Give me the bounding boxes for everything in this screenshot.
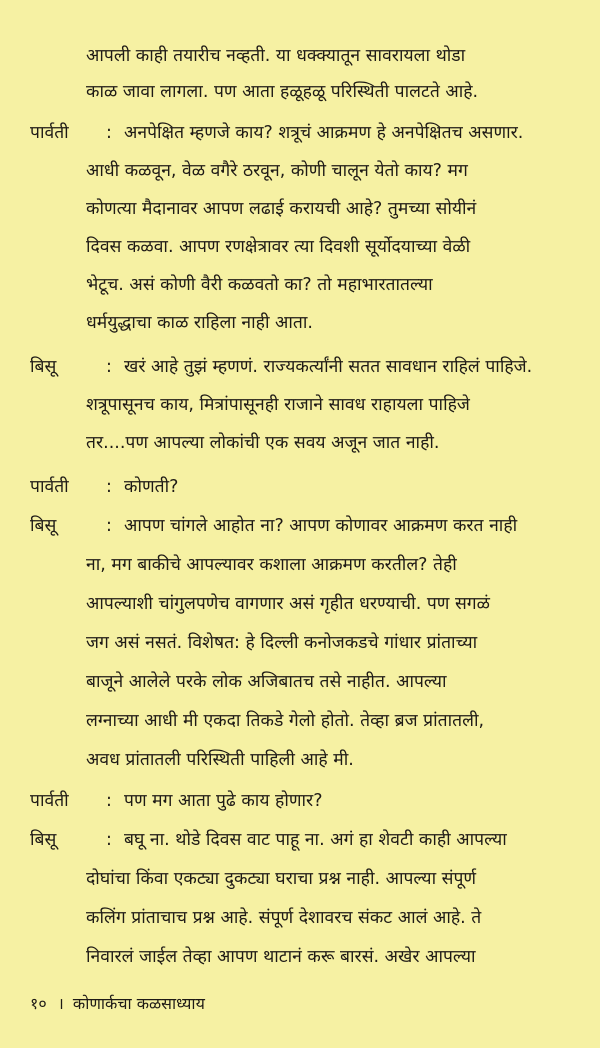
speaker-name: पार्वती bbox=[30, 791, 69, 811]
dialogue-line: निवारलं जाईल तेव्हा आपण थाटानं करू बारसं. अखेर आपल्या bbox=[86, 947, 476, 967]
speaker-name: बिसू bbox=[30, 830, 57, 850]
dialogue-line: अवध प्रांतातली परिस्थिती पाहिली आहे मी. bbox=[86, 750, 354, 770]
speaker-name: पार्वती bbox=[30, 477, 69, 497]
intro-line: काळ जावा लागला. पण आता हळूहळू परिस्थिती पालटते आहे. bbox=[86, 82, 479, 102]
speaker-colon: : bbox=[106, 516, 112, 536]
dialogue-line: अनपेक्षित म्हणजे काय? शत्रूचं आक्रमण हे अनपेक्षितच असणार. bbox=[124, 123, 524, 143]
speaker-colon: : bbox=[106, 477, 112, 497]
dialogue-line: लग्नाच्या आधी मी एकदा तिकडे गेलो होतो. तेव्हा ब्रज प्रांतातली, bbox=[86, 711, 485, 731]
dialogue-line: ना, मग बाकीचे आपल्यावर कशाला आक्रमण करतील? तेही bbox=[86, 555, 457, 575]
dialogue-line: आपण चांगले आहोत ना? आपण कोणावर आक्रमण करत नाही bbox=[124, 516, 518, 536]
dialogue-line: कलिंग प्रांताचाच प्रश्न आहे. संपूर्ण देशावरच संकट आलं आहे. ते bbox=[86, 908, 482, 928]
dialogue-line: शत्रूपासूनच काय, मित्रांपासूनही राजाने सावध राहायला पाहिजे bbox=[86, 395, 470, 415]
dialogue-line: आधी कळवून, वेळ वगैरे ठरवून, कोणी चालून येतो काय? मग bbox=[86, 161, 468, 181]
dialogue-line: बाजूने आलेले परके लोक अजिबातच तसे नाहीत. आपल्या bbox=[86, 672, 447, 692]
dialogue-line: खरं आहे तुझं म्हणणं. राज्यकर्त्यांनी सतत सावधान राहिलं पाहिजे. bbox=[124, 357, 533, 377]
dialogue-line: धर्मयुद्धाचा काळ राहिला नाही आता. bbox=[86, 313, 313, 333]
dialogue-line: दोघांचा किंवा एकट्या दुकट्या घराचा प्रश्न नाही. आपल्या संपूर्ण bbox=[86, 869, 477, 889]
footer-separator: । bbox=[57, 994, 64, 1013]
dialogue-line: दिवस कळवा. आपण रणक्षेत्रावर त्या दिवशी सूर्योदयाच्या वेळी bbox=[86, 237, 471, 257]
speaker-name: बिसू bbox=[30, 357, 57, 377]
intro-line: आपली काही तयारीच नव्हती. या धक्क्यातून सावरायला थोडा bbox=[86, 46, 466, 66]
dialogue-line: कोणत्या मैदानावर आपण लढाई करायची आहे? तुमच्या सोयीनं bbox=[86, 199, 477, 219]
speaker-colon: : bbox=[106, 791, 112, 811]
page-footer bbox=[30, 993, 205, 1015]
dialogue-line: भेटूच. असं कोणी वैरी कळवतो का? तो महाभारतातल्या bbox=[86, 275, 433, 295]
page-number: १० bbox=[30, 994, 47, 1013]
dialogue-line: आपल्याशी चांगुलपणेच वागणार असं गृहीत धरण्याची. पण सगळं bbox=[86, 594, 490, 614]
speaker-name: पार्वती bbox=[30, 123, 69, 143]
speaker-colon: : bbox=[106, 123, 112, 143]
dialogue-line: पण मग आता पुढे काय होणार? bbox=[124, 791, 323, 811]
dialogue-line: तर....पण आपल्या लोकांची एक सवय अजून जात नाही. bbox=[86, 433, 440, 453]
dialogue-line: जग असं नसतं. विशेषत: हे दिल्ली कनोजकडचे गांधार प्रांताच्या bbox=[86, 633, 478, 653]
speaker-colon: : bbox=[106, 357, 112, 377]
speaker-colon: : bbox=[106, 830, 112, 850]
speaker-name: बिसू bbox=[30, 516, 57, 536]
dialogue-line: कोणती? bbox=[124, 477, 179, 497]
dialogue-line: बघू ना. थोडे दिवस वाट पाहू ना. अगं हा शेवटी काही आपल्या bbox=[124, 830, 507, 850]
book-title: कोणार्कचा कळसाध्याय bbox=[72, 994, 205, 1013]
